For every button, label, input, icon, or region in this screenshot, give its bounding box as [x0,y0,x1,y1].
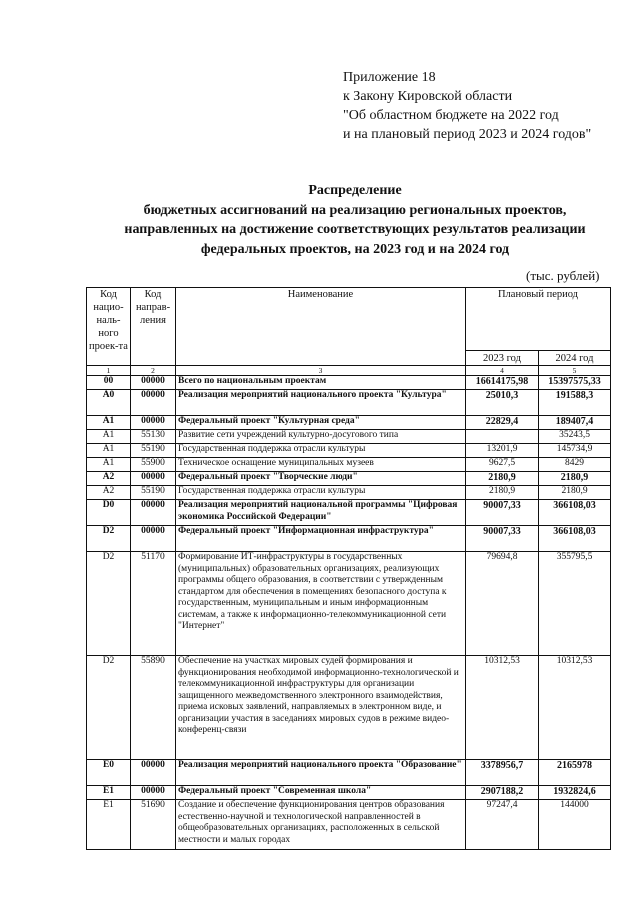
row-value-2023: 9627,5 [466,458,539,472]
row-direction-code: 55900 [131,458,176,472]
table-row [87,390,611,416]
row-name: Развитие сети учреждений культурно-досугового типа [176,430,466,444]
row-direction-code: 00000 [131,500,176,526]
row-value-2024: 1932824,6 [539,786,611,800]
row-direction-code: 00000 [131,526,176,552]
row-project-code: А1 [87,458,131,472]
row-project-code: А1 [87,444,131,458]
row-name: Реализация мероприятий национального проекта "Культура" [176,390,466,416]
row-name: Создание и обеспечение функционирования центров образования естественно-научной и технологической направленностей в общеобразовательных организациях, расположенных в сельской местности и малых городах [176,800,466,850]
row-direction-code: 00000 [131,376,176,390]
colnum-1: 1 [87,366,131,376]
row-name: Обеспечение на участках мировых судей формирования и функционирования необходимой информационно-технологической и телекоммуникационной инфраструктуры для организации защищенного межведомственного электронного взаимодействия, приема исковых заявлений, направляемых в электронном виде, и организации участия в заседаниях мировых судов в режиме видео-конференц-связи [176,656,466,760]
row-value-2023: 90007,33 [466,500,539,526]
row-direction-code: 55130 [131,430,176,444]
row-value-2023: 3378956,7 [466,760,539,786]
row-value-2023: 90007,33 [466,526,539,552]
row-project-code: А2 [87,486,131,500]
row-value-2023: 79694,8 [466,552,539,656]
row-project-code: Е1 [87,800,131,850]
title-line-3: направленных на достижение соответствующих результатов реализации [124,222,586,237]
row-direction-code: 55190 [131,486,176,500]
header-year-2024: 2024 год [539,351,611,366]
table-row [87,786,611,800]
row-direction-code: 00000 [131,390,176,416]
budget-table [86,287,611,850]
row-value-2023: 2180,9 [466,486,539,500]
row-value-2024: 144000 [539,800,611,850]
document-title [100,181,610,259]
row-name: Реализация мероприятий национальной программы "Цифровая экономика Российской Федерации" [176,500,466,526]
row-value-2023: 22829,4 [466,416,539,430]
row-value-2024: 8429 [539,458,611,472]
row-name: Федеральный проект "Информационная инфраструктура" [176,526,466,552]
table-row [87,376,611,390]
appendix-line-1: Приложение 18 [343,70,436,85]
table-row [87,760,611,786]
row-value-2024: 2180,9 [539,486,611,500]
row-project-code: А2 [87,472,131,486]
row-value-2024: 145734,9 [539,444,611,458]
row-name: Федеральный проект "Современная школа" [176,786,466,800]
row-project-code: 00 [87,376,131,390]
row-name: Федеральный проект "Творческие люди" [176,472,466,486]
table-row [87,800,611,850]
row-value-2023: 97247,4 [466,800,539,850]
row-value-2024: 10312,53 [539,656,611,760]
row-value-2023: 16614175,98 [466,376,539,390]
row-direction-code: 00000 [131,786,176,800]
row-project-code: D2 [87,526,131,552]
table-row [87,444,611,458]
appendix-line-3: "Об областном бюджете на 2022 год [343,108,559,123]
row-name: Формирование ИТ-инфраструктуры в государственных (муниципальных) образовательных организациях, реализующих программы общего образования, в соответствии с утвержденным стандартом для обеспечения в помещениях безопасного доступа к государственным, муниципальным и иным информационным системам, а также к информационно-телекоммуникационной сети "Интернет" [176,552,466,656]
row-direction-code: 51690 [131,800,176,850]
row-direction-code: 00000 [131,472,176,486]
colnum-3: 3 [176,366,466,376]
row-project-code: Е0 [87,760,131,786]
appendix-block [343,68,591,144]
row-project-code: Е1 [87,786,131,800]
row-name: Государственная поддержка отрасли культуры [176,486,466,500]
row-name: Реализация мероприятий национального проекта "Образование" [176,760,466,786]
table-row [87,416,611,430]
row-value-2024: 366108,03 [539,500,611,526]
title-line-4: федеральных проектов, на 2023 год и на 2024 год [200,241,510,257]
row-project-code: D0 [87,500,131,526]
row-value-2023: 25010,3 [466,390,539,416]
row-value-2024: 2180,9 [539,472,611,486]
row-value-2024: 191588,3 [539,390,611,416]
header-name: Наименование [176,288,466,366]
table-row [87,552,611,656]
row-direction-code: 55190 [131,444,176,458]
appendix-line-4: и на плановый период 2023 и 2024 годов" [343,127,592,142]
row-value-2023 [466,430,539,444]
row-project-code: D2 [87,552,131,656]
units-label: (тыс. рублей) [526,268,600,283]
table-row [87,430,611,444]
table-body [87,376,611,850]
row-name: Федеральный проект "Культурная среда" [176,416,466,430]
table-row [87,486,611,500]
table-row [87,472,611,486]
title-line-1: Распределение [308,183,402,198]
colnum-5: 5 [539,366,611,376]
row-direction-code: 55890 [131,656,176,760]
colnum-2: 2 [131,366,176,376]
column-number-row [87,366,611,376]
row-project-code: D2 [87,656,131,760]
row-name: Всего по национальным проектам [176,376,466,390]
appendix-line-2: к Закону Кировской области [343,89,513,104]
row-value-2023: 2180,9 [466,472,539,486]
row-direction-code: 51170 [131,552,176,656]
row-value-2024: 15397575,33 [539,376,611,390]
header-direction-code: Код направ-ления [131,288,176,366]
header-planning-period: Плановый период [466,288,611,351]
row-value-2024: 189407,4 [539,416,611,430]
row-name: Техническое оснащение муниципальных музеев [176,458,466,472]
header-year-2023: 2023 год [466,351,539,366]
row-value-2023: 13201,9 [466,444,539,458]
row-direction-code: 00000 [131,760,176,786]
header-row [87,288,611,351]
row-value-2023: 10312,53 [466,656,539,760]
row-project-code: А0 [87,390,131,416]
row-value-2024: 35243,5 [539,430,611,444]
row-name: Государственная поддержка отрасли культуры [176,444,466,458]
row-value-2024: 2165978 [539,760,611,786]
row-project-code: А1 [87,416,131,430]
table-row [87,500,611,526]
title-line-2: бюджетных ассигнований на реализацию региональных проектов, [143,202,567,218]
header-project-code: Код нацио-наль-ного проек-та [87,288,131,366]
row-direction-code: 00000 [131,416,176,430]
row-value-2024: 355795,5 [539,552,611,656]
row-project-code: А1 [87,430,131,444]
row-value-2023: 2907188,2 [466,786,539,800]
row-value-2024: 366108,03 [539,526,611,552]
table-row [87,526,611,552]
table-row [87,656,611,760]
colnum-4: 4 [466,366,539,376]
table-row [87,458,611,472]
